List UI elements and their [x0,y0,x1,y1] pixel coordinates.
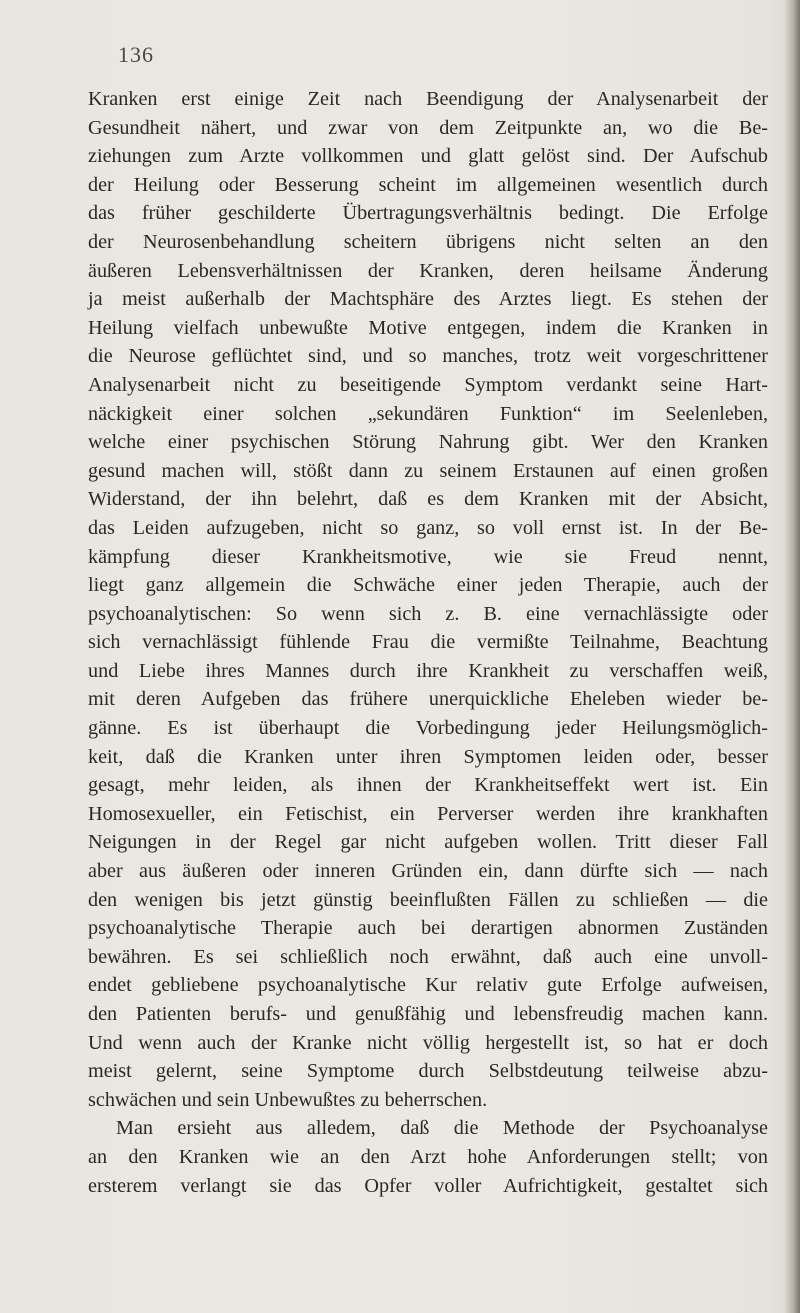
text-line: Analysenarbeit nicht zu beseitigende Symptom verdankt seine Hart- [88,373,768,396]
text-line: Man ersieht aus alledem, daß die Methode der Psychoanalyse [116,1117,768,1140]
text-line: und Liebe ihres Mannes durch ihre Krankheit zu verschaffen weiß, [88,659,768,682]
text-line: welche einer psychischen Störung Nahrung gibt. Wer den Kranken [88,431,768,454]
text-line: den Patienten berufs- und genußfähig und lebensfreudig machen kann. [88,1003,768,1025]
text-line: Homosexueller, ein Fetischist, ein Perverser werden ihre krankhaften [88,802,768,825]
text-line: die Neurose geflüchtet sind, und so manches, trotz weit vorgeschrittener [88,345,768,368]
text-line: das früher geschilderte Übertragungsverhältnis bedingt. Die Erfolge [88,202,768,225]
text-line: äußeren Lebensverhältnissen der Kranken, deren heilsame Änderung [88,259,768,282]
text-line: das Leiden aufzugeben, nicht so ganz, so voll ernst ist. In der Be- [88,516,768,539]
text-line: endet gebliebene psychoanalytische Kur relativ gute Erfolge aufweisen, [88,974,768,997]
text-line: psychoanalytischen: So wenn sich z. B. eine vernachlässigte oder [88,602,768,625]
text-line: ziehungen zum Arzte vollkommen und glatt gelöst sind. Der Aufschub [88,145,768,168]
text-line: Gesundheit nähert, und zwar von dem Zeitpunkte an, wo die Be- [88,116,768,139]
text-line: Kranken erst einige Zeit nach Beendigung der Analysenarbeit der [88,88,768,110]
text-line: Neigungen in der Regel gar nicht aufgeben wollen. Tritt dieser Fall [88,831,768,854]
text-line: Heilung vielfach unbewußte Motive entgegen, indem die Kranken in [88,316,768,339]
text-line: schwächen und sein Unbewußtes zu beherrschen. [88,1088,488,1111]
text-line: psychoanalytische Therapie auch bei derartigen abnormen Zuständen [88,917,768,940]
text-line: meist gelernt, seine Symptome durch Selbstdeutung teilweise abzu- [88,1060,768,1083]
text-line: sich vernachlässigt fühlende Frau die vermißte Teilnahme, Beachtung [88,631,768,654]
text-line: den wenigen bis jetzt günstig beeinflußten Fällen zu schließen — die [88,888,768,911]
page-number: 136 [118,42,154,67]
text-line: liegt ganz allgemein die Schwäche einer jeden Therapie, auch der [88,574,768,597]
text-line: aber aus äußeren oder inneren Gründen ein, dann dürfte sich — nach [88,860,768,883]
text-line: ersterem verlangt sie das Opfer voller Aufrichtigkeit, gestaltet sich [88,1174,768,1197]
page-edge-shadow [784,0,800,1313]
text-line: der Neurosenbehandlung scheitern übrigens nicht selten an den [88,230,768,253]
text-line: Widerstand, der ihn belehrt, daß es dem Kranken mit der Absicht, [88,488,768,511]
text-line: mit deren Aufgeben das frühere unerquickliche Eheleben wieder be- [88,688,768,711]
text-line: ja meist außerhalb der Machtsphäre des Arztes liegt. Es stehen der [88,288,768,311]
text-line: keit, daß die Kranken unter ihren Symptomen leiden oder, besser [88,745,768,768]
text-line: Und wenn auch der Kranke nicht völlig hergestellt ist, so hat er doch [88,1031,768,1054]
text-line: bewähren. Es sei schließlich noch erwähnt, daß auch eine unvoll- [88,945,768,968]
text-line: an den Kranken wie an den Arzt hohe Anforderungen stellt; von [88,1145,768,1168]
text-line: gänne. Es ist überhaupt die Vorbedingung jeder Heilungsmöglich- [88,717,768,740]
body-text [88,85,768,1200]
text-line: gesund machen will, stößt dann zu seinem Erstaunen auf einen großen [88,459,768,482]
text-line: näckigkeit einer solchen „sekundären Funktion“ im Seelenleben, [88,402,768,425]
text-line: der Heilung oder Besserung scheint im allgemeinen wesentlich durch [88,173,768,196]
text-line: gesagt, mehr leiden, als ihnen der Krankheitseffekt wert ist. Ein [88,774,768,797]
text-line: kämpfung dieser Krankheitsmotive, wie sie Freud nennt, [88,545,768,568]
